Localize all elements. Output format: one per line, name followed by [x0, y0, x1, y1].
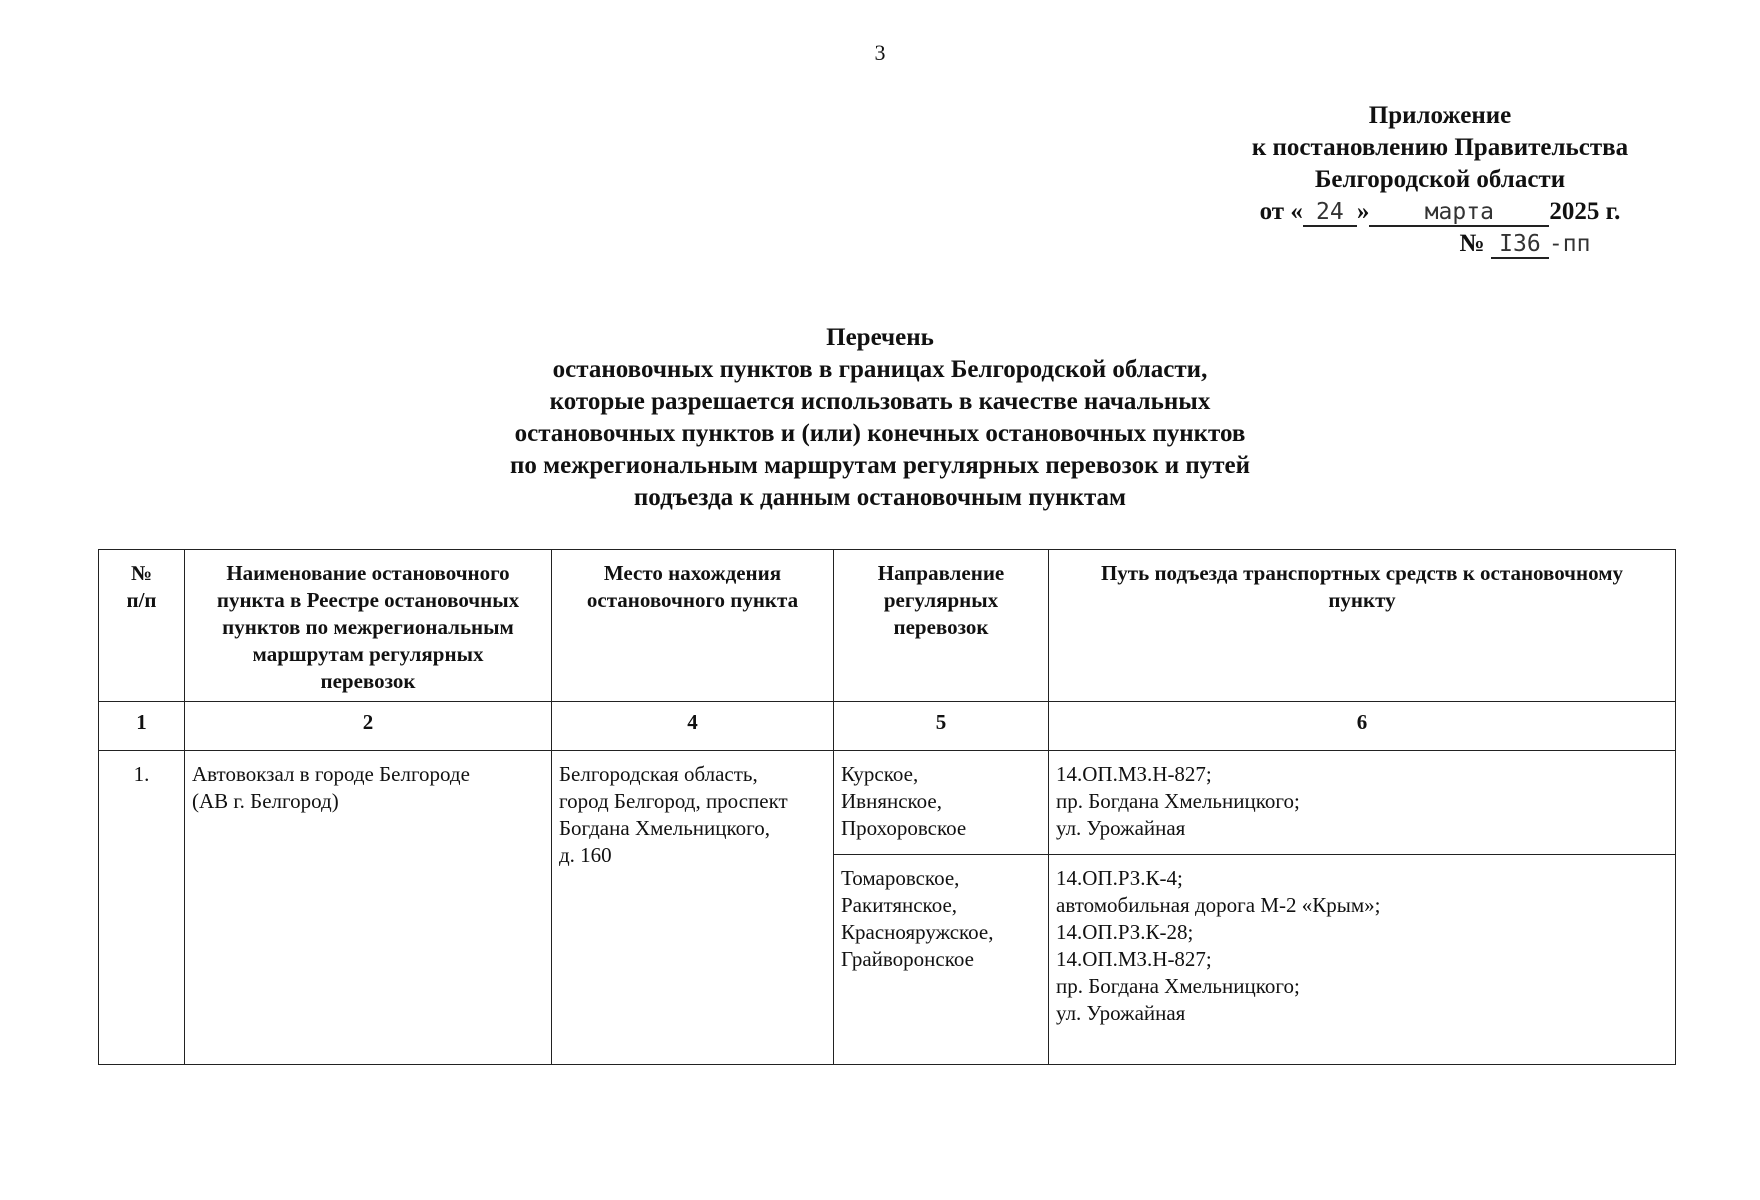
column-number: 4	[552, 702, 834, 751]
access-route-cell	[1049, 855, 1676, 1065]
date-month: марта	[1369, 199, 1549, 227]
route-line: пр. Богдана Хмельницкого;	[1056, 789, 1300, 813]
location-line: город Белгород, проспект	[559, 789, 788, 813]
stop-name-line: (АВ г. Белгород)	[192, 789, 339, 813]
route-line: пр. Богдана Хмельницкого;	[1056, 974, 1300, 998]
header-direction: Направление регулярных перевозок	[834, 550, 1049, 702]
column-number: 1	[99, 702, 185, 751]
route-line: 14.ОП.МЗ.Н-827;	[1056, 947, 1212, 971]
stop-name-line: Автовокзал в городе Белгороде	[192, 762, 470, 786]
document-number-suffix: -пп	[1548, 231, 1591, 257]
location-line: Богдана Хмельницкого,	[559, 816, 770, 840]
appendix-heading: Приложение	[1368, 102, 1512, 129]
title-line-6: подъезда к данным остановочным пунктам	[633, 484, 1127, 511]
route-line: ул. Урожайная	[1056, 1001, 1186, 1025]
number-label: №	[1459, 230, 1485, 257]
title-line-1: Перечень	[826, 324, 934, 351]
column-number: 6	[1049, 702, 1676, 751]
route-line: 14.ОП.МЗ.Н-827;	[1056, 762, 1212, 786]
direction-line: Краснояружское,	[841, 920, 994, 944]
direction-cell	[834, 855, 1049, 1065]
direction-line: Грайворонское	[841, 947, 974, 971]
appendix-date-line	[1180, 196, 1700, 228]
header-location: Место нахождения остановочного пункта	[552, 550, 834, 702]
direction-line: Прохоровское	[841, 816, 967, 840]
location-line: д. 160	[559, 843, 612, 867]
column-number-row	[99, 702, 1676, 751]
route-line: ул. Урожайная	[1056, 816, 1186, 840]
row-number: 1.	[99, 751, 185, 1065]
page-number: 3	[874, 40, 886, 65]
date-prefix: от «	[1259, 198, 1303, 225]
appendix-block	[1180, 100, 1700, 260]
location-line: Белгородская область,	[559, 762, 758, 786]
location-cell	[552, 751, 834, 1065]
route-line: 14.ОП.РЗ.К-4;	[1056, 866, 1183, 890]
table-row	[99, 751, 1676, 855]
column-number: 5	[834, 702, 1049, 751]
appendix-number-line	[1180, 228, 1700, 260]
direction-line: Курское,	[841, 762, 919, 786]
date-year: 2025 г.	[1549, 198, 1621, 225]
date-quote-close: »	[1356, 198, 1370, 225]
header-number: № п/п	[99, 550, 185, 702]
date-day: 24	[1303, 199, 1357, 227]
header-stop-name: Наименование остановочного пункта в Реестре остановочных пунктов по межрегиональным маршрутам регулярных перевозок	[185, 550, 552, 702]
document-title	[0, 322, 1760, 514]
column-number: 2	[185, 702, 552, 751]
access-route-cell	[1049, 751, 1676, 855]
header-access-route: Путь подъезда транспортных средств к остановочному пункту	[1049, 550, 1676, 702]
route-line: 14.ОП.РЗ.К-28;	[1056, 920, 1194, 944]
direction-cell	[834, 751, 1049, 855]
appendix-resolution-line: к постановлению Правительства	[1251, 134, 1629, 161]
bus-stops-table	[98, 549, 1676, 1065]
table-header-row	[99, 550, 1676, 702]
stop-name-cell	[185, 751, 552, 1065]
direction-line: Ивнянское,	[841, 789, 943, 813]
route-line: автомобильная дорога М-2 «Крым»;	[1056, 893, 1381, 917]
title-line-5: по межрегиональным маршрутам регулярных перевозок и путей	[509, 452, 1251, 479]
title-line-3: которые разрешается использовать в качестве начальных	[549, 388, 1211, 415]
direction-line: Ракитянское,	[841, 893, 958, 917]
title-line-2: остановочных пунктов в границах Белгородской области,	[552, 356, 1208, 383]
direction-line: Томаровское,	[841, 866, 960, 890]
appendix-region-line: Белгородской области	[1314, 166, 1566, 193]
title-line-4: остановочных пунктов и (или) конечных остановочных пунктов	[514, 420, 1246, 447]
document-number: I36	[1491, 231, 1549, 259]
